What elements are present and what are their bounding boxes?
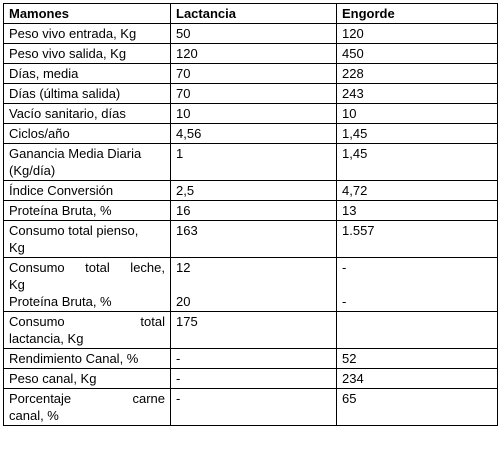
lactancia-cell: 175 xyxy=(171,312,337,349)
engorde-line xyxy=(342,276,492,293)
table-row xyxy=(4,312,498,349)
header-lactancia: Lactancia xyxy=(171,4,337,24)
table-row xyxy=(4,144,498,181)
row-label: Rendimiento Canal, % xyxy=(4,349,171,369)
engorde-cell: 243 xyxy=(337,84,498,104)
engorde-cell: 10 xyxy=(337,104,498,124)
lactancia-cell: - xyxy=(171,389,337,426)
row-label xyxy=(4,144,171,181)
row-label-line: Kg xyxy=(9,240,25,255)
lactancia-cell: - xyxy=(171,349,337,369)
row-label-line: Consumo total leche, xyxy=(9,260,165,275)
row-label: Ciclos/año xyxy=(4,124,171,144)
engorde-cell: 4,72 xyxy=(337,181,498,201)
row-label-line: lactancia, Kg xyxy=(9,331,84,346)
table-row xyxy=(4,221,498,258)
row-label: Índice Conversión xyxy=(4,181,171,201)
engorde-line: - xyxy=(342,260,347,275)
engorde-cell: 65 xyxy=(337,389,498,426)
table-row xyxy=(4,44,498,64)
engorde-cell: 120 xyxy=(337,24,498,44)
engorde-cell xyxy=(337,312,498,349)
row-label: Vacío sanitario, días xyxy=(4,104,171,124)
lactancia-cell: 4,56 xyxy=(171,124,337,144)
engorde-cell: 1,45 xyxy=(337,124,498,144)
header-mamones: Mamones xyxy=(4,4,171,24)
row-label-line: Ganancia Media Diaria xyxy=(9,146,142,161)
engorde-cell: 13 xyxy=(337,201,498,221)
row-label-line: canal, % xyxy=(9,408,59,423)
lactancia-cell xyxy=(171,258,337,312)
lactancia-cell: 70 xyxy=(171,64,337,84)
data-table xyxy=(3,3,498,426)
row-label-line: Proteína Bruta, % xyxy=(9,294,112,309)
row-label: Proteína Bruta, % xyxy=(4,201,171,221)
lactancia-line: 20 xyxy=(176,294,191,309)
row-label xyxy=(4,258,171,312)
lactancia-cell: 2,5 xyxy=(171,181,337,201)
engorde-line: - xyxy=(342,294,347,309)
row-label-line: Kg xyxy=(9,277,25,292)
engorde-cell xyxy=(337,258,498,312)
row-label: Días, media xyxy=(4,64,171,84)
lactancia-cell: 163 xyxy=(171,221,337,258)
lactancia-cell: - xyxy=(171,369,337,389)
row-label xyxy=(4,312,171,349)
row-label-line: Porcentaje carne xyxy=(9,391,165,406)
lactancia-cell: 50 xyxy=(171,24,337,44)
engorde-cell: 52 xyxy=(337,349,498,369)
lactancia-cell: 70 xyxy=(171,84,337,104)
table-row xyxy=(4,104,498,124)
table-row xyxy=(4,349,498,369)
table-row xyxy=(4,84,498,104)
row-label-line: Consumo total xyxy=(9,314,165,329)
header-engorde: Engorde xyxy=(337,4,498,24)
table-row xyxy=(4,24,498,44)
engorde-cell: 1.557 xyxy=(337,221,498,258)
engorde-cell: 234 xyxy=(337,369,498,389)
engorde-cell: 450 xyxy=(337,44,498,64)
row-label-line: (Kg/día) xyxy=(9,163,56,178)
row-label: Peso canal, Kg xyxy=(4,369,171,389)
lactancia-cell: 120 xyxy=(171,44,337,64)
header-row xyxy=(4,4,498,24)
table-row xyxy=(4,201,498,221)
engorde-cell: 228 xyxy=(337,64,498,84)
row-label: Días (última salida) xyxy=(4,84,171,104)
engorde-cell: 1,45 xyxy=(337,144,498,181)
table-row xyxy=(4,181,498,201)
row-label xyxy=(4,389,171,426)
lactancia-line: 12 xyxy=(176,260,191,275)
row-label xyxy=(4,221,171,258)
table-row xyxy=(4,64,498,84)
table-row xyxy=(4,369,498,389)
row-label-line: Consumo total pienso, xyxy=(9,223,139,238)
lactancia-line xyxy=(176,276,331,293)
lactancia-cell: 10 xyxy=(171,104,337,124)
table-row xyxy=(4,389,498,426)
row-label: Peso vivo salida, Kg xyxy=(4,44,171,64)
lactancia-cell: 1 xyxy=(171,144,337,181)
lactancia-cell: 16 xyxy=(171,201,337,221)
table-row xyxy=(4,258,498,312)
table-row xyxy=(4,124,498,144)
row-label: Peso vivo entrada, Kg xyxy=(4,24,171,44)
